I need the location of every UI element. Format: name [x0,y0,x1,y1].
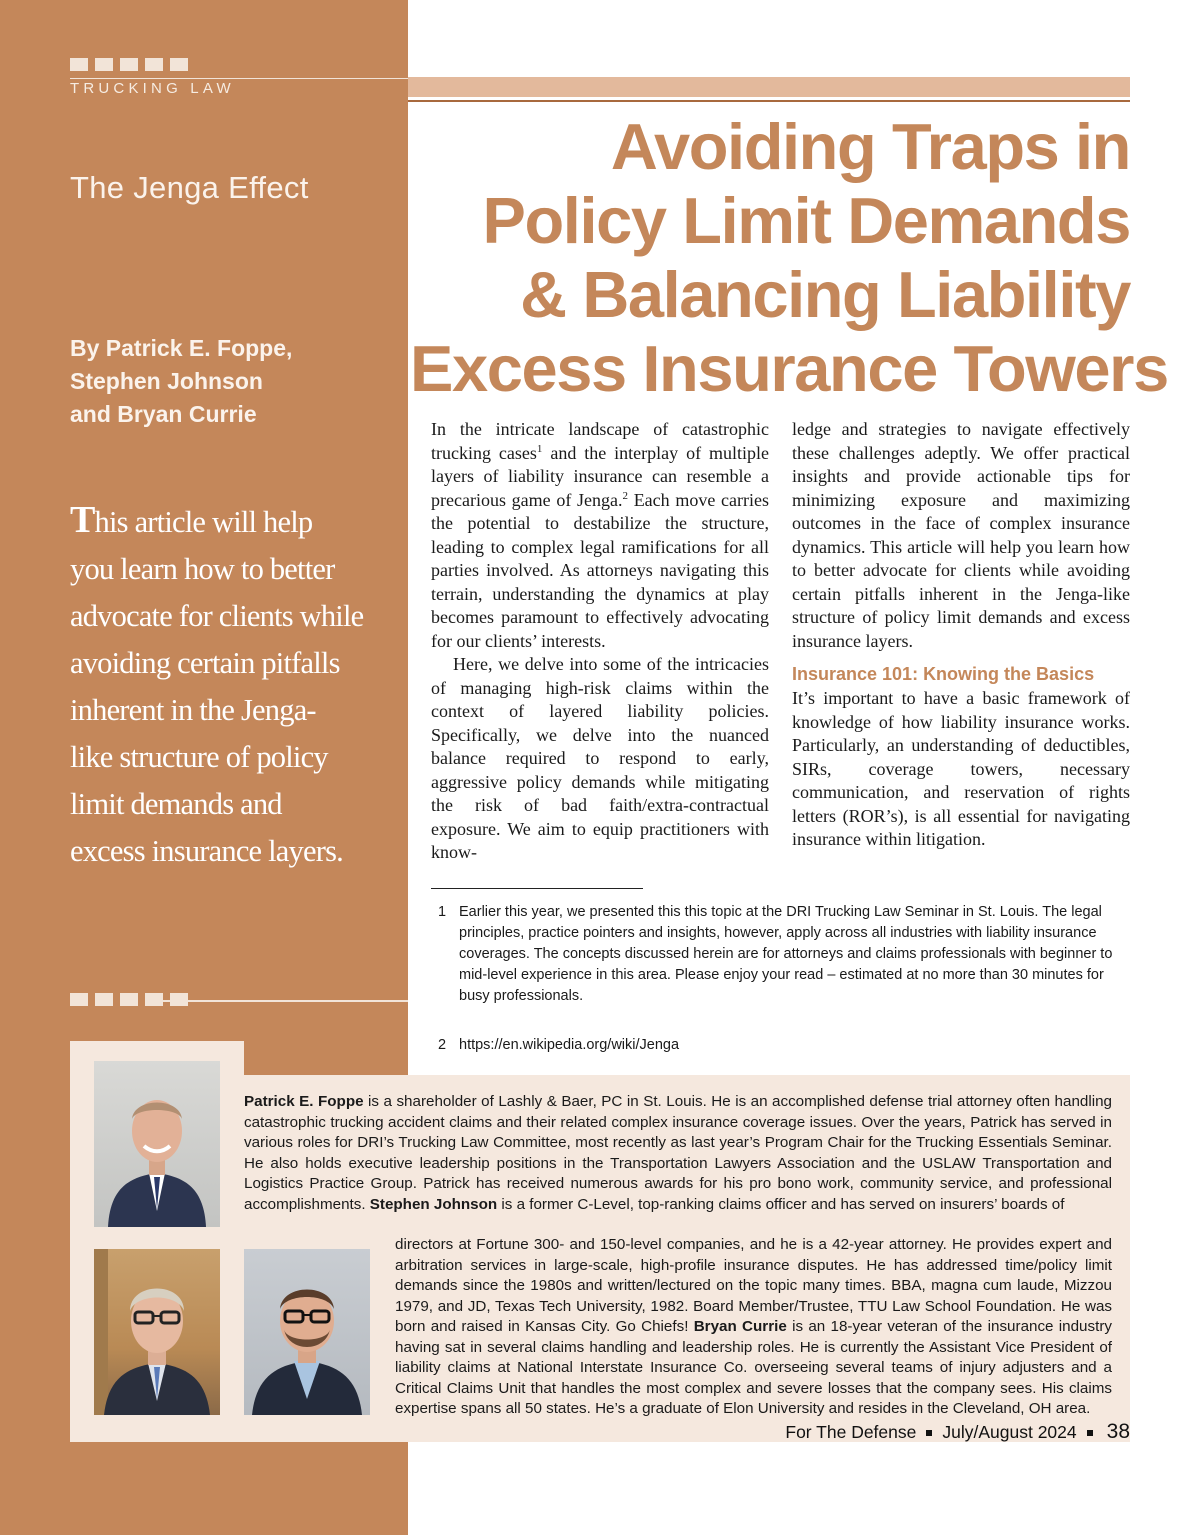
page-number: 38 [1106,1420,1130,1443]
separator-square [1087,1430,1093,1436]
bio-text: is a shareholder of Lashly & Baer, PC in St. Louis. He is an accomplished defense trial attorney often handling catastrophic trucking accident claims and their related complex insurance coverage issues. Over the years, Patrick has served in various roles for DRI’s Trucking Law Committee, most recently as last year’s Program Chair for the Trucking Essentials Seminar. He also holds executive leadership positions in the Transportation Lawyers Association and the USLAW Transportation and Logistics Practice Group. Patrick has received numerous awards for his pro bono work, community service, and professional accomplishments. [244,1093,1112,1213]
body-paragraph: Here, we delve into some of the intricacies of managing high-risk claims within the context of layered liability policies. Specifically, we delve into the nuanced balance required to respond to early, aggressive policy demands while mitigating the risk of bad faith/extra-contractual exposure. We aim to equip practitioners with know- [431,654,769,862]
portrait-icon [244,1249,370,1415]
footnote-number: 1 [438,904,447,920]
publication-name: For The Defense [785,1422,917,1442]
footnote-number: 2 [438,1037,447,1053]
author-photo-foppe [94,1061,220,1227]
pull-quote-line: like structure of policy [70,740,328,774]
footnote-ref[interactable]: 2 [622,489,628,502]
decor-square [95,993,113,1006]
drop-cap: T [70,499,95,541]
byline-line: By Patrick E. Foppe, [70,335,293,361]
bio-text: directors at Fortune 300- and 150-level companies, and he is a 42-year attorney. He provides expert and arbitration services in large-scale, high-profile insurance disputes. He has addressed time/policy limit demands since the 1980s and written/lectured on the topic many times. BBA, magna cum laude, Mizzou 1979, and JD, Texas Tech University, 1982. Board Member/Trustee, TTU Law School Foundation. He was born and raised in Kansas City. Go Chiefs! [395,1236,1112,1335]
headline-line: Avoiding Traps in [610,110,1130,183]
decor-square [120,58,138,71]
footnote-ref[interactable]: 1 [536,442,543,455]
pull-quote-line: excess insurance layers. [70,834,343,868]
byline [70,332,390,431]
kicker: The Jenga Effect [70,170,309,205]
body-paragraph [431,418,769,653]
body-text: Each move carries the potential to destabilize the structure, leading to complex legal ramifications for all parties involved. As attorneys navigating this terrain, understanding the dynamics at play becomes paramount to effectively advocating for our clients’ interests. [431,489,769,651]
author-bio-continued [395,1235,1112,1420]
header-band [408,77,1130,97]
headline-line: Policy Limit Demands [482,184,1130,257]
separator-square [926,1430,932,1436]
decor-square [145,58,163,71]
page-folio [785,1420,1130,1444]
header-rule [408,100,1130,102]
bio-name-johnson: Stephen Johnson [369,1195,498,1213]
body-column-2 [792,418,1130,852]
decor-square [170,58,188,71]
decor-square [70,58,88,71]
footnote-link[interactable]: https://en.wikipedia.org/wiki/Jenga [459,1037,680,1053]
footnote-rule [431,888,643,889]
pull-quote-line: his article will help [94,505,313,539]
body-text: In the intricate landscape of catastrophic trucking cases [431,419,769,463]
byline-line: and Bryan Currie [70,401,257,427]
pull-quote-line: advocate for clients while [70,599,364,633]
author-photo-johnson [94,1249,220,1415]
sidebar-rule [150,1000,408,1002]
bio-text: is a former C-Level, top-ranking claims officer and has served on insurers’ boards of [497,1195,1065,1213]
author-photo-currie [244,1249,370,1415]
author-bio [244,1092,1112,1215]
body-paragraph: ledge and strategies to navigate effectively these challenges adeptly. We offer practical insights and provide actionable tips for minimizing exposure and maximizing outcomes in the face of complex insurance dynamics. This article will help you learn how to better advocate for clients while avoiding certain pitfalls inherent in the Jenga-like structure of policy limit demands and excess insurance layers. [792,419,1130,651]
issue-date: July/August 2024 [942,1422,1077,1442]
footnote-text: Earlier this year, we presented this this topic at the DRI Trucking Law Seminar in St. Louis. The legal principles, practice pointers and insights, however, apply across all industries with liability insurance coverages. The concepts discussed herein are for attorneys and claims professionals with beginner to mid-level experience in this area. Please enjoy your read – estimated at no more than 30 minutes for busy professionals. [459,904,1113,1004]
body-text: and the interplay of multiple layers of liability insurance can resemble a precarious game of Jenga. [431,442,769,510]
pull-quote-line: avoiding certain pitfalls [70,646,340,680]
bio-name-foppe: Patrick E. Foppe [244,1093,364,1110]
pull-quote-line: you learn how to better [70,552,335,586]
pull-quote-line: inherent in the Jenga- [70,693,316,727]
body-paragraph: It’s important to have a basic framework of knowledge of how liability insurance works. Particularly, an understanding of deductibles, SIRs, coverage towers, necessary communication, and reservation of rights letters (ROR’s), is all essential for navigating insurance within litigation. [792,688,1130,849]
portrait-icon [94,1061,220,1227]
pull-quote [70,497,390,875]
decor-square [95,58,113,71]
body-column-1 [431,418,769,865]
pull-quote-line: limit demands and [70,787,282,821]
section-label: TRUCKING LAW [70,78,408,98]
decor-square [70,993,88,1006]
headline-line: Excess Insurance Towers [410,332,1168,405]
section-subhead: Insurance 101: Knowing the Basics [792,664,1095,684]
top-squares [70,58,200,72]
article-headline [410,110,1168,406]
footnote-2 [438,1035,1128,1056]
bio-text: is an 18-year veteran of the insurance industry having sat in several claims handling and leadership roles. He is currently the Assistant Vice President of liability claims at National Interstate Insurance Co. overseeing several teams of injury adjusters and a Critical Claims Unit that handles the most complex and severe losses that the company sees. His claims expertise spans all 50 states. He’s a graduate of Elon University and resides in the Cleveland, OH area. [395,1318,1112,1417]
portrait-icon [94,1249,220,1415]
bio-name-currie: Bryan Currie [693,1318,787,1335]
decor-square [120,993,138,1006]
headline-line: & Balancing Liability [520,258,1130,331]
footnote-1 [438,902,1128,1007]
byline-line: Stephen Johnson [70,368,263,394]
